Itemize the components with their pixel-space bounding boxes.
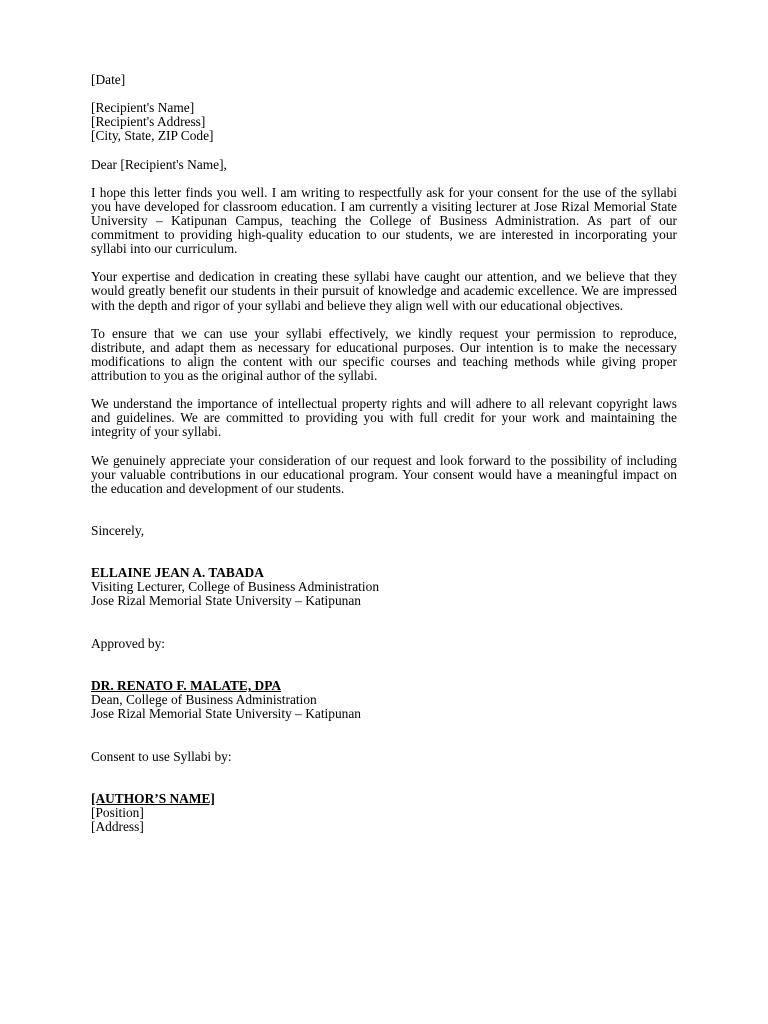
author-signature-block	[91, 792, 677, 834]
recipient-address: [Recipient's Address]	[91, 114, 206, 130]
consent-label: Consent to use Syllabi by:	[91, 748, 232, 764]
closing: Sincerely,	[91, 523, 145, 538]
body-paragraph-3: To ensure that we can use your syllabi effectively, we kindly request your permission to reproduce, distribute, and adapt them as necessary for educational purposes. Our intention is to make the necessary modifications to align the content with our specific courses and teaching methods while giving proper attribution to you as the original author of the syllabi.	[91, 325, 677, 383]
recipient-block	[91, 101, 677, 143]
author-name: [AUTHOR’S NAME]	[91, 790, 215, 806]
sender-organization: Jose Rizal Memorial State University – Katipunan	[91, 593, 361, 609]
sender-name: ELLAINE JEAN A. TABADA	[91, 565, 264, 581]
author-position: [Position]	[91, 804, 144, 820]
sender-title: Visiting Lecturer, College of Business Administration	[91, 579, 380, 595]
letter-page	[91, 73, 677, 834]
approver-title: Dean, College of Business Administration	[91, 692, 317, 708]
salutation: Dear [Recipient's Name],	[91, 156, 227, 172]
body-paragraph-1: I hope this letter finds you well. I am writing to respectfully ask for your consent for the use of the syllabi you have developed for classroom education. I am currently a visiting lecturer at Jose Rizal Memorial State University – Katipunan Campus, teaching the College of Business Administration. As part of our commitment to providing high-quality education to our students, we are interested in incorporating your syllabi into our curriculum.	[91, 184, 677, 257]
approved-by-label: Approved by:	[91, 635, 166, 651]
approver-organization: Jose Rizal Memorial State University – Katipunan	[91, 706, 361, 722]
author-address: [Address]	[91, 818, 144, 834]
body-paragraph-4: We understand the importance of intellectual property rights and will adhere to all relevant copyright laws and guidelines. We are committed to providing you with full credit for your work and maintaining the integrity of your syllabi.	[91, 396, 677, 440]
date-line: [Date]	[91, 72, 126, 87]
body-paragraph-5: We genuinely appreciate your consideration of our request and look forward to the possibility of including your valuable contributions in our educational program. Your consent would have a meaningful impact on the education and development of our students.	[91, 452, 677, 496]
approver-signature-block	[91, 679, 677, 721]
recipient-name: [Recipient's Name]	[91, 100, 195, 116]
approver-name: DR. RENATO F. MALATE, DPA	[91, 678, 282, 694]
sender-signature-block	[91, 566, 677, 608]
body-paragraph-2: Your expertise and dedication in creating these syllabi have caught our attention, and we believe that they would greatly benefit our students in their pursuit of knowledge and academic excellence. We are impressed with the depth and rigor of your syllabi and believe they align well with our educational objectives.	[91, 269, 677, 313]
recipient-city-state-zip: [City, State, ZIP Code]	[91, 128, 214, 144]
